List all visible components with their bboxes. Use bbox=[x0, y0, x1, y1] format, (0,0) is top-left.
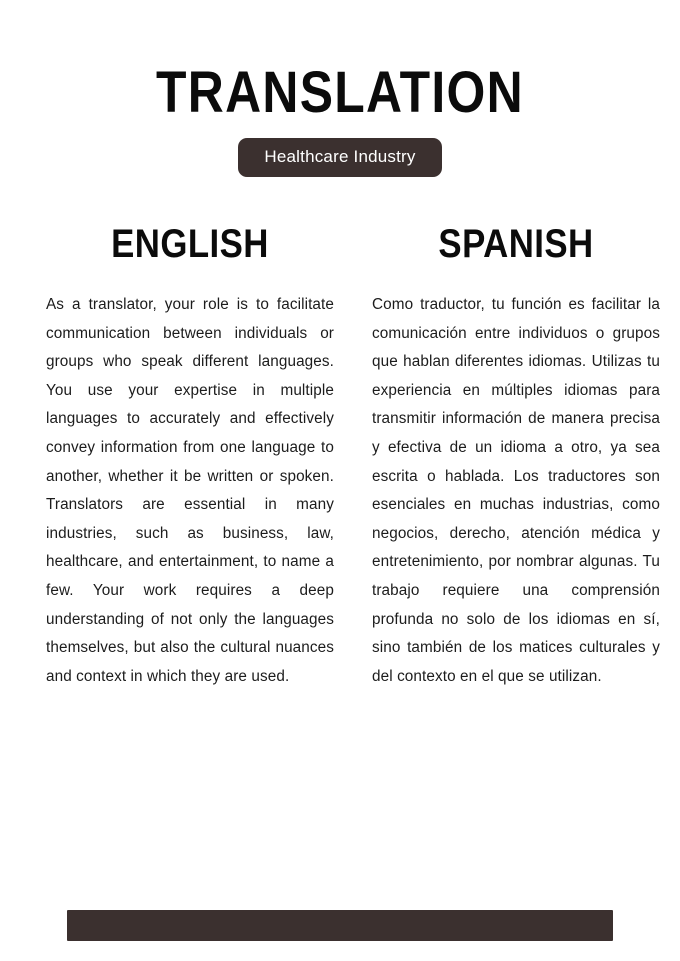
column-english bbox=[46, 223, 334, 691]
language-columns bbox=[0, 223, 680, 691]
footer-bar-wrap bbox=[0, 910, 680, 941]
footer-accent-bar bbox=[67, 910, 613, 941]
page-title: TRANSLATION bbox=[156, 60, 524, 125]
badge-row bbox=[0, 138, 680, 177]
column-heading-english: ENGLISH bbox=[111, 222, 269, 266]
column-heading-spanish: SPANISH bbox=[438, 222, 594, 266]
industry-badge: Healthcare Industry bbox=[238, 138, 441, 177]
column-body-spanish: Como traductor, tu función es facilitar la comunicación entre individuos o grupos que hablan diferentes idiomas. Utilizas tu experiencia en múltiples idiomas para transmitir información de manera precisa y efectiva de un idioma a otro, ya sea escrita o hablada. Los traductores son esenciales en muchas industrias, como negocios, derecho, atención médica y entretenimiento, por nombrar algunas. Tu trabajo requiere una comprensión profunda no solo de los idiomas en sí, sino también de los matices culturales y del contexto en el que se utilizan. bbox=[372, 296, 660, 685]
column-spanish bbox=[372, 223, 660, 691]
poster-header bbox=[0, 0, 680, 177]
column-body-english: As a translator, your role is to facilitate communication between individuals or groups who speak different languages. You use your expertise in multiple languages to accurately and effectively convey information from one language to another, whether it be written or spoken. Translators are essential in many industries, such as business, law, healthcare, and entertainment, to name a few. Your work requires a deep understanding of not only the languages themselves, but also the cultural nuances and context in which they are used. bbox=[46, 296, 334, 685]
